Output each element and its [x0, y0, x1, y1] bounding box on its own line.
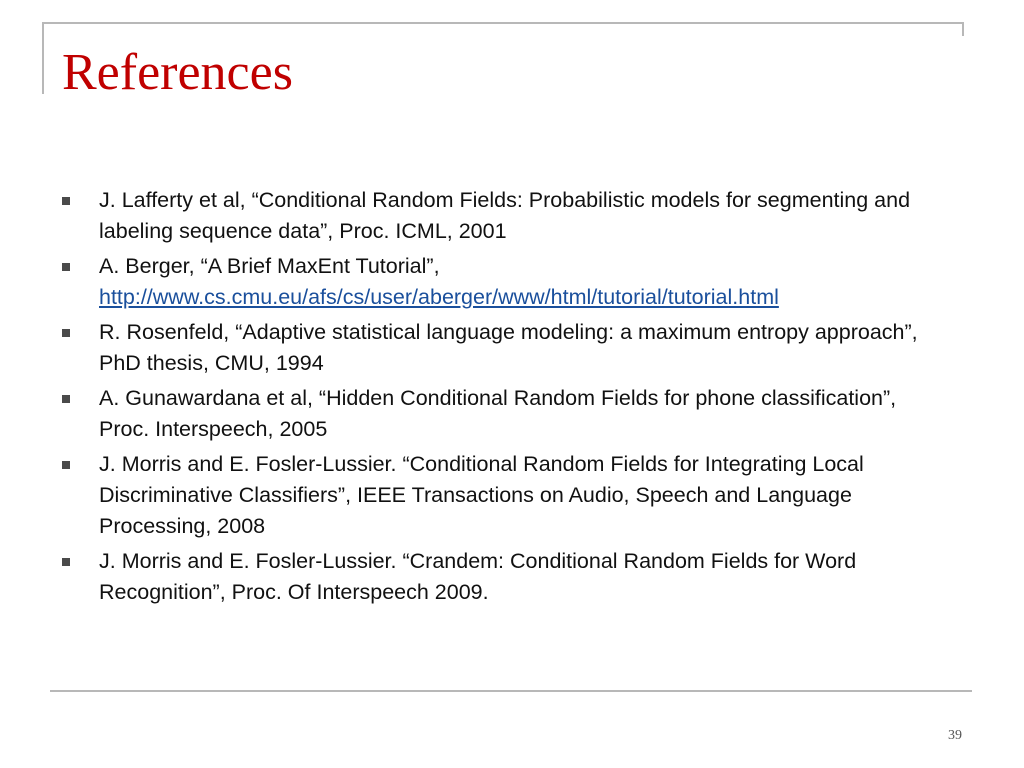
reference-text: A. Gunawardana et al, “Hidden Conditional Random Fields for phone classification”, Proc. Interspeech, 2005 [99, 386, 897, 441]
reference-text: J. Morris and E. Fosler-Lussier. “Crandem: Conditional Random Fields for Word Recognition”, Proc. Of Interspeech 2009. [99, 549, 857, 604]
bullet-square-icon [62, 558, 70, 566]
bullet-square-icon [62, 197, 70, 205]
bullet-square-icon [62, 461, 70, 469]
reference-item [62, 546, 952, 608]
reference-item [62, 251, 952, 313]
reference-list [62, 185, 952, 612]
page-number: 39 [948, 728, 962, 743]
reference-item [62, 185, 952, 247]
reference-item [62, 317, 952, 379]
bullet-square-icon [62, 263, 70, 271]
frame-left-line [42, 22, 44, 94]
tutorial-link[interactable]: http://www.cs.cmu.eu/afs/cs/user/aberger/www/html/tutorial/tutorial.html [99, 285, 779, 309]
reference-text: J. Morris and E. Fosler-Lussier. “Conditional Random Fields for Integrating Local Discriminative Classifiers”, IEEE Transactions on Audio, Speech and Language Processing, 2008 [99, 452, 864, 538]
reference-text: J. Lafferty et al, “Conditional Random Fields: Probabilistic models for segmenting and labeling sequence data”, Proc. ICML, 2001 [99, 188, 911, 243]
bullet-square-icon [62, 395, 70, 403]
reference-text: A. Berger, “A Brief MaxEnt Tutorial”, [99, 254, 440, 278]
frame-top-line [42, 22, 964, 24]
reference-text: R. Rosenfeld, “Adaptive statistical language modeling: a maximum entropy approach”, PhD thesis, CMU, 1994 [99, 320, 918, 375]
bullet-square-icon [62, 329, 70, 337]
slide-title: References [62, 44, 293, 101]
reference-item [62, 449, 952, 542]
footer-divider [50, 690, 972, 692]
reference-item [62, 383, 952, 445]
frame-right-tick [962, 22, 964, 36]
